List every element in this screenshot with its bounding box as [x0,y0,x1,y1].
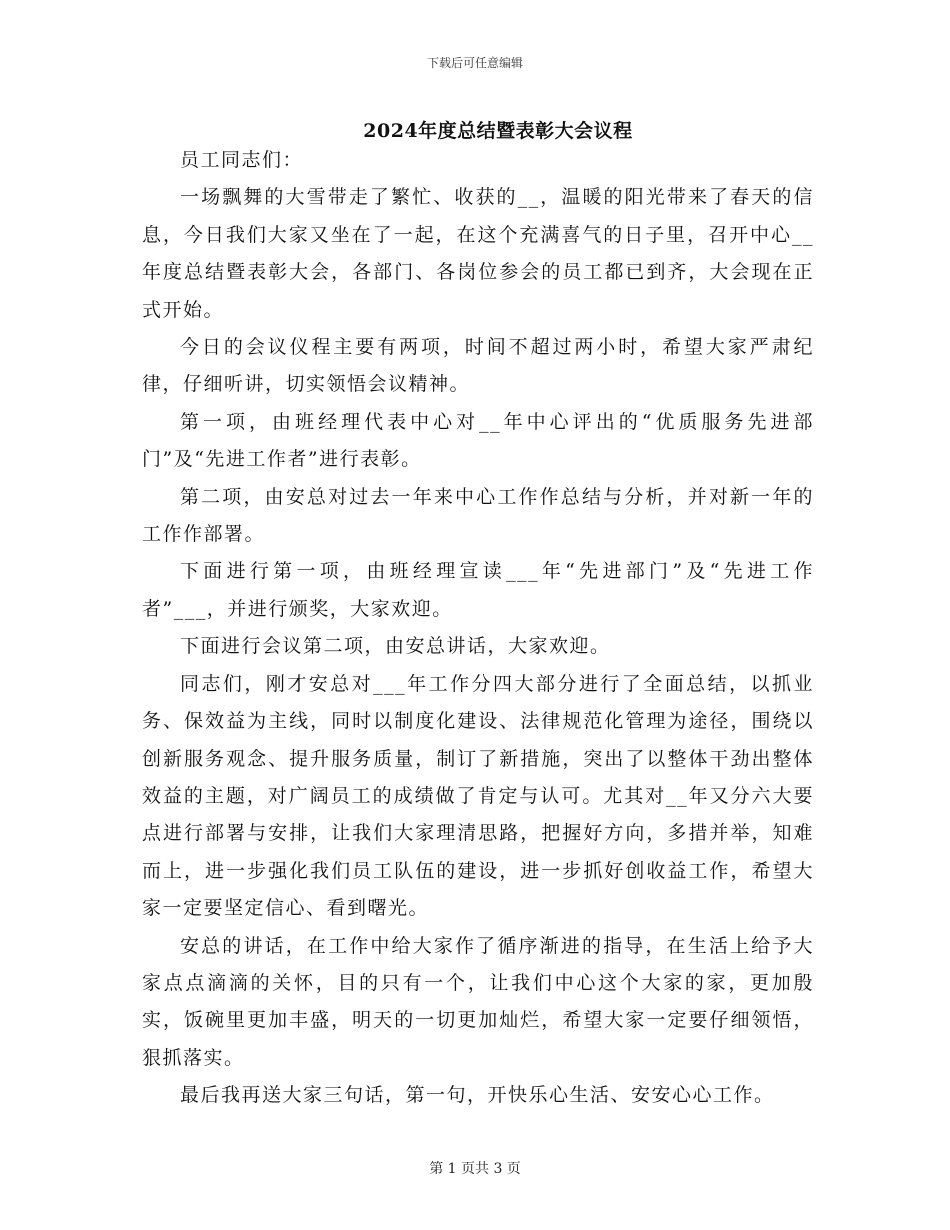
paragraph-agenda-overview: 今日的会议仪程主要有两项，时间不超过两小时，希望大家严肃纪律，仔细听讲，切实领悟会议精神。 [142,336,814,396]
header-note: 下载后可任意编辑 [426,56,523,70]
paragraph-item-two: 第二项，由安总对过去一年来中心工作作总结与分析，并对新一年的工作作部署。 [142,485,814,546]
paragraph-speech-guidance: 安总的讲话，在工作中给大家作了循序渐进的指导，在生活上给予大家点点滴滴的关怀，目的只有一个，让我们中心这个大家的家，更加殷实，饭碗里更加丰盛，明天的一切更加灿烂，希望大家一定要仔细领悟，狠抓落实。 [142,934,814,1069]
paragraph-item-one: 第一项，由班经理代表中心对__年中心评出的“优质服务先进部门”及“先进工作者”进行表彰。 [142,410,814,471]
paragraph-speech-intro: 下面进行会议第二项，由安总讲话，大家欢迎。 [180,635,611,658]
paragraph-speech-summary: 同志们，刚才安总对___年工作分四大部分进行了全面总结，以抓业务、保效益为主线，同时以制度化建设、法律规范化管理为途径，围绕以创新服务观念、提升服务质量，制订了新措施，突出了以整体干劲出整体效益的主题，对广阔员工的成绩做了肯定与认可。尤其对__年又分六大要点进行部署与安排，让我们大家理清思路，把握好方向，多措并举，知难而上，进一步强化我们员工队伍的建设，进一步抓好创收益工作，希望大家一定要坚定信心、看到曙光。 [142,672,814,920]
paragraph-opening: 一场飘舞的大雪带走了繁忙、收获的__，温暖的阳光带来了春天的信息，今日我们大家又坐在了一起，在这个充满喜气的日子里，召开中心__年度总结暨表彰大会，各部门、各岗位参会的员工都已到齐，大会现在正式开始。 [142,186,814,321]
document-body [142,142,814,1115]
document-title: 2024年度总结暨表彰大会议程 [363,120,633,142]
paragraph-closing: 最后我再送大家三句话，第一句，开快乐心生活、安安心心工作。 [180,1084,775,1107]
page-number: 第 1 页共 3 页 [429,1161,521,1177]
paragraph-salutation: 员工同志们： [180,149,304,171]
paragraph-award-reading: 下面进行第一项，由班经理宣读___年“先进部门”及“先进工作者”___，并进行颁奖，大家欢迎。 [142,560,814,620]
